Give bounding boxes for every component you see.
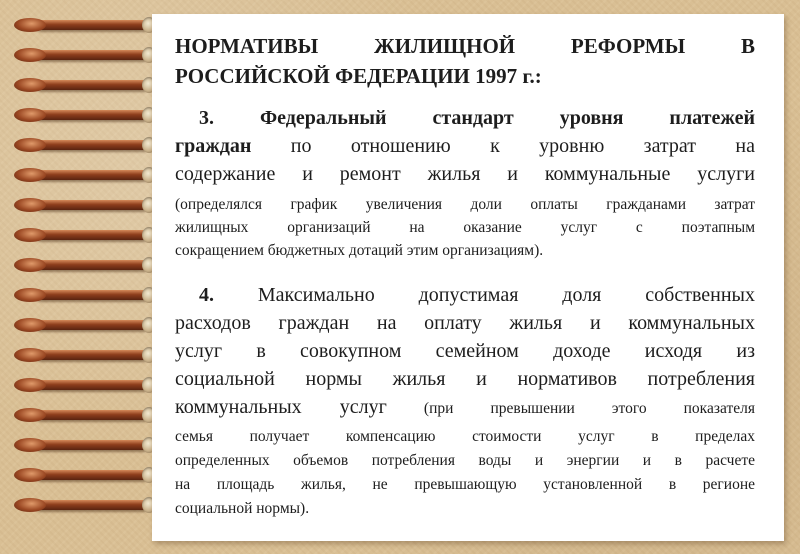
item4-line-8: на площадь жилья, не превышающую установленной в регионе	[175, 476, 755, 493]
item3-line-5: жилищных организаций на оказание услуг с поэтапным	[175, 219, 755, 236]
item4-line-5-big: коммунальных услуг	[175, 396, 387, 418]
item4-line-3: услуг в совокупном семейном доходе исходя из	[175, 340, 755, 362]
binding-ring	[36, 470, 148, 480]
item3-line-6: сокращением бюджетных дотаций этим организациям).	[175, 242, 544, 259]
binding-ring	[36, 140, 148, 150]
binding-ring	[36, 410, 148, 420]
heading-line-1: НОРМАТИВЫ ЖИЛИЩНОЙ РЕФОРМЫ В	[175, 34, 755, 58]
binding-ring	[36, 500, 148, 510]
binding-ring	[36, 50, 148, 60]
binding-ring	[36, 200, 148, 210]
binding-ring	[36, 260, 148, 270]
item4-line-4: социальной нормы жилья и нормативов потребления	[175, 368, 755, 390]
item4-line-5-small: (при превышении этого показателя	[386, 400, 755, 417]
item4-number: 4.	[199, 284, 214, 306]
heading-line-2: РОССИЙСКОЙ ФЕДЕРАЦИИ 1997 г.:	[175, 64, 542, 88]
item4-line-7: определенных объемов потребления воды и энергии и в расчете	[175, 452, 755, 469]
item3-line-4: (определялся график увеличения доли оплаты гражданами затрат	[175, 196, 755, 213]
item4-line-9: социальной нормы).	[175, 500, 310, 517]
item4-line-5	[175, 393, 755, 421]
item4-line-2: расходов граждан на оплату жилья и коммунальных	[175, 312, 755, 334]
binding-ring	[36, 110, 148, 120]
item4-line-6: семья получает компенсацию стоимости услуг в пределах	[175, 428, 755, 445]
item3-line-3: содержание и ремонт жилья и коммунальные услуги	[175, 163, 755, 185]
item3-bold-word: граждан	[175, 135, 252, 157]
item4-line-1-rest: Максимально допустимая доля собственных	[214, 284, 755, 306]
item3-line-1: 3. Федеральный стандарт уровня платежей	[199, 107, 755, 129]
spiral-binding	[0, 0, 150, 554]
binding-ring	[36, 320, 148, 330]
binding-ring	[36, 170, 148, 180]
binding-ring	[36, 20, 148, 30]
binding-ring	[36, 290, 148, 300]
binding-ring	[36, 440, 148, 450]
item3-line-2-rest: по отношению к уровню затрат на	[251, 135, 755, 157]
binding-ring	[36, 80, 148, 90]
item3-line-2	[175, 132, 755, 160]
binding-ring	[36, 230, 148, 240]
binding-ring	[36, 350, 148, 360]
item4-line-1	[175, 281, 755, 309]
binding-ring	[36, 380, 148, 390]
